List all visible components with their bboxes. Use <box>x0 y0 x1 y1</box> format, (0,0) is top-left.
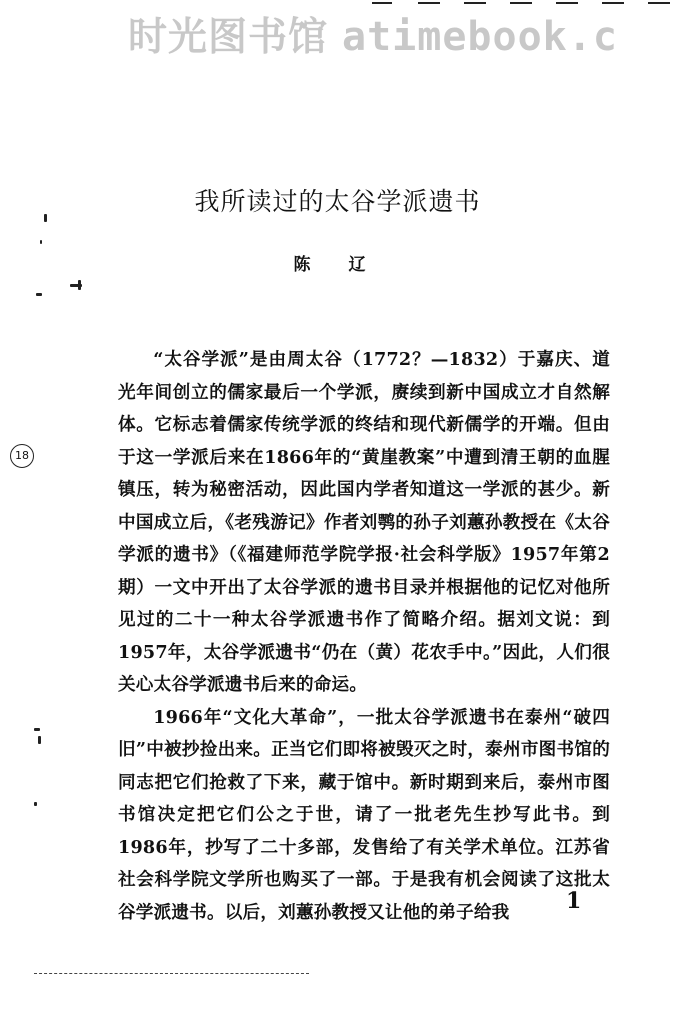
top-dash <box>648 2 670 4</box>
top-dash <box>556 2 578 4</box>
watermark-latin: atimebook.c <box>342 14 618 60</box>
article-author: 陈 辽 <box>293 255 382 275</box>
top-dash <box>602 2 624 4</box>
top-dash <box>464 2 486 4</box>
article-body <box>118 344 610 929</box>
watermark-chinese: 时光图书馆 <box>128 15 329 60</box>
page-number: 1 <box>566 888 582 914</box>
article-title: 我所读过的太谷学派遗书 <box>194 187 481 216</box>
paragraph: 1966年“文化大革命”，一批太谷学派遗书在泰州“破四旧”中被抄捡出来。正当它们即将被毁灭之时，泰州市图书馆的同志把它们抢救了下来，藏于馆中。新时期到来后，泰州市图书馆决定把它们公之于世，请了一批老先生抄写此书。到1986年，抄写了二十多部，发售给了有关学术单位。江苏省社会科学院文学所也购买了一部。于是我有机会阅读了这批太谷学派遗书。以后，刘蕙孙教授又让他的弟子给我 <box>118 706 610 923</box>
top-dash <box>372 2 392 4</box>
scan-speck <box>40 240 42 244</box>
scan-speck <box>38 736 41 744</box>
footer-rule <box>34 973 309 974</box>
top-dash <box>418 2 440 4</box>
scan-speck <box>44 214 47 222</box>
top-dash <box>510 2 532 4</box>
margin-page-marker: 18 <box>10 444 34 468</box>
watermark <box>128 6 675 62</box>
scan-speck <box>34 728 40 731</box>
scan-speck <box>36 293 42 296</box>
scan-speck <box>78 280 81 290</box>
paragraph: “太谷学派”是由周太谷（1772？—1832）于嘉庆、道光年间创立的儒家最后一个学派，赓续到新中国成立才自然解体。它标志着儒家传统学派的终结和现代新儒学的开端。但由于这一学派后来在1866年的“黄崖教案”中遭到清王朝的血腥镇压，转为秘密活动，因此国内学者知道这一学派的甚少。新中国成立后，《老残游记》作者刘鹗的孙子刘蕙孙教授在《太谷学派的遗书》（《福建师范学院学报·社会科学版》1957年第2期）一文中开出了太谷学派的遗书目录并根据他的记忆对他所见过的二十一种太谷学派遗书作了简略介绍。据刘文说：到1957年，太谷学派遗书“仍在（黄）花农手中。”因此，人们很关心太谷学派遗书后来的命运。 <box>118 349 610 695</box>
scan-speck <box>34 802 37 806</box>
